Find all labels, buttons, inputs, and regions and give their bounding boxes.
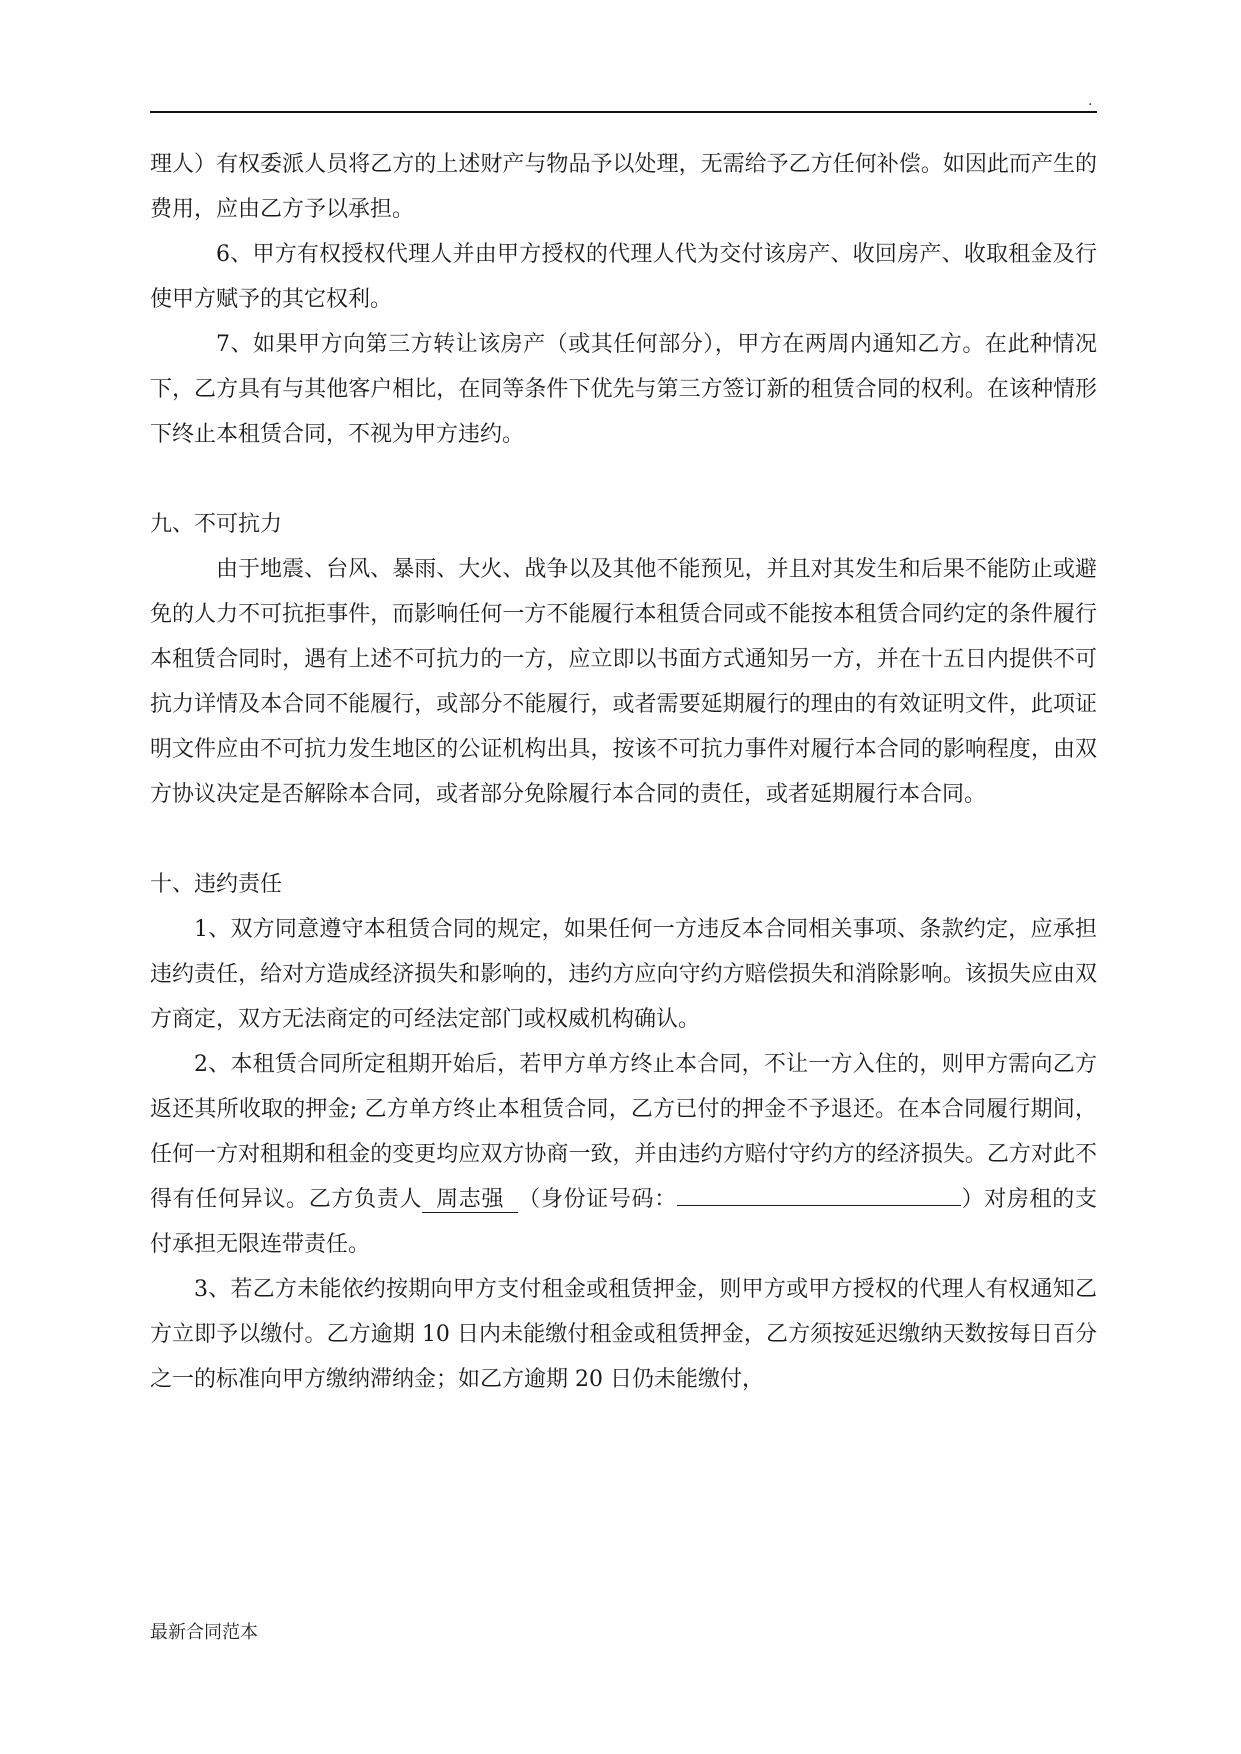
section-gap xyxy=(150,817,1097,862)
header-dot: . xyxy=(1088,93,1093,109)
force-majeure-paragraph: 由于地震、台风、暴雨、大火、战争以及其他不能预见，并且对其发生和后果不能防止或避免的人力不可抗拒事件，而影响任何一方不能履行本租赁合同或不能按本租赁合同约定的条件履行本租赁合同时，遇有上述不可抗力的一方，应立即以书面方式通知另一方，并在十五日内提供不可抗力详情及本合同不能履行，或部分不能履行，或者需要延期履行的理由的有效证明文件，此项证明文件应由不可抗力发生地区的公证机构出具，按该不可抗力事件对履行本合同的影响程度，由双方协议决定是否解除本合同，或者部分免除履行本合同的责任，或者延期履行本合同。 xyxy=(150,557,1097,807)
breach-clause-2-tail: ）对房租的支付承担无限连带责任。 xyxy=(150,1187,1097,1257)
footer-text: 最新合同范本 xyxy=(150,1622,258,1643)
clause-6: 6、甲方有权授权代理人并由甲方授权的代理人代为交付该房产、收回房产、收取租金及行使甲方赋予的其它权利。 xyxy=(150,242,1097,312)
breach-clause-3: 3、若乙方未能依约按期向甲方支付租金或租赁押金，则甲方或甲方授权的代理人有权通知乙方立即予以缴付。乙方逾期 10 日内未能缴付租金或租赁押金，乙方须按延迟缴纳天数按每日百分之一的标准向甲方缴纳滞纳金；如乙方逾期 20 日仍未能缴付， xyxy=(150,1277,1097,1392)
breach-clause-2 xyxy=(150,1042,1097,1267)
section-heading-breach: 十、违约责任 xyxy=(150,872,283,897)
breach-clause-2-text: 2、本租赁合同所定租期开始后，若甲方单方终止本合同，不让一方入住的，则甲方需向乙方返还其所收取的押金; 乙方单方终止本租赁合同，乙方已付的押金不予退还。在本合同履行期间，任何一方对租期和租金的变更均应双方协商一致，并由违约方赔付守约方的经济损失。乙方对此不得有任何异议。乙方负责人 xyxy=(150,1052,1097,1212)
document-body xyxy=(150,142,1097,1402)
responsible-person-name: 周志强 xyxy=(422,1187,518,1213)
header-rule xyxy=(150,111,1097,113)
section-heading-force-majeure: 九、不可抗力 xyxy=(150,512,283,537)
breach-clause-1: 1、双方同意遵守本租赁合同的规定，如果任何一方违反本合同相关事项、条款约定，应承担违约责任，给对方造成经济损失和影响的，违约方应向守约方赔偿损失和消除影响。该损失应由双方商定，双方无法商定的可经法定部门或权威机构确认。 xyxy=(150,917,1097,1032)
section-gap xyxy=(150,457,1097,502)
id-number-label: （身份证号码： xyxy=(518,1187,677,1212)
paragraph-continuation: 理人）有权委派人员将乙方的上述财产与物品予以处理，无需给予乙方任何补偿。如因此而产生的费用，应由乙方予以承担。 xyxy=(150,152,1097,222)
id-number-blank xyxy=(677,1181,961,1206)
clause-7: 7、如果甲方向第三方转让该房产（或其任何部分），甲方在两周内通知乙方。在此种情况下，乙方具有与其他客户相比，在同等条件下优先与第三方签订新的租赁合同的权利。在该种情形下终止本租赁合同，不视为甲方违约。 xyxy=(150,332,1097,447)
